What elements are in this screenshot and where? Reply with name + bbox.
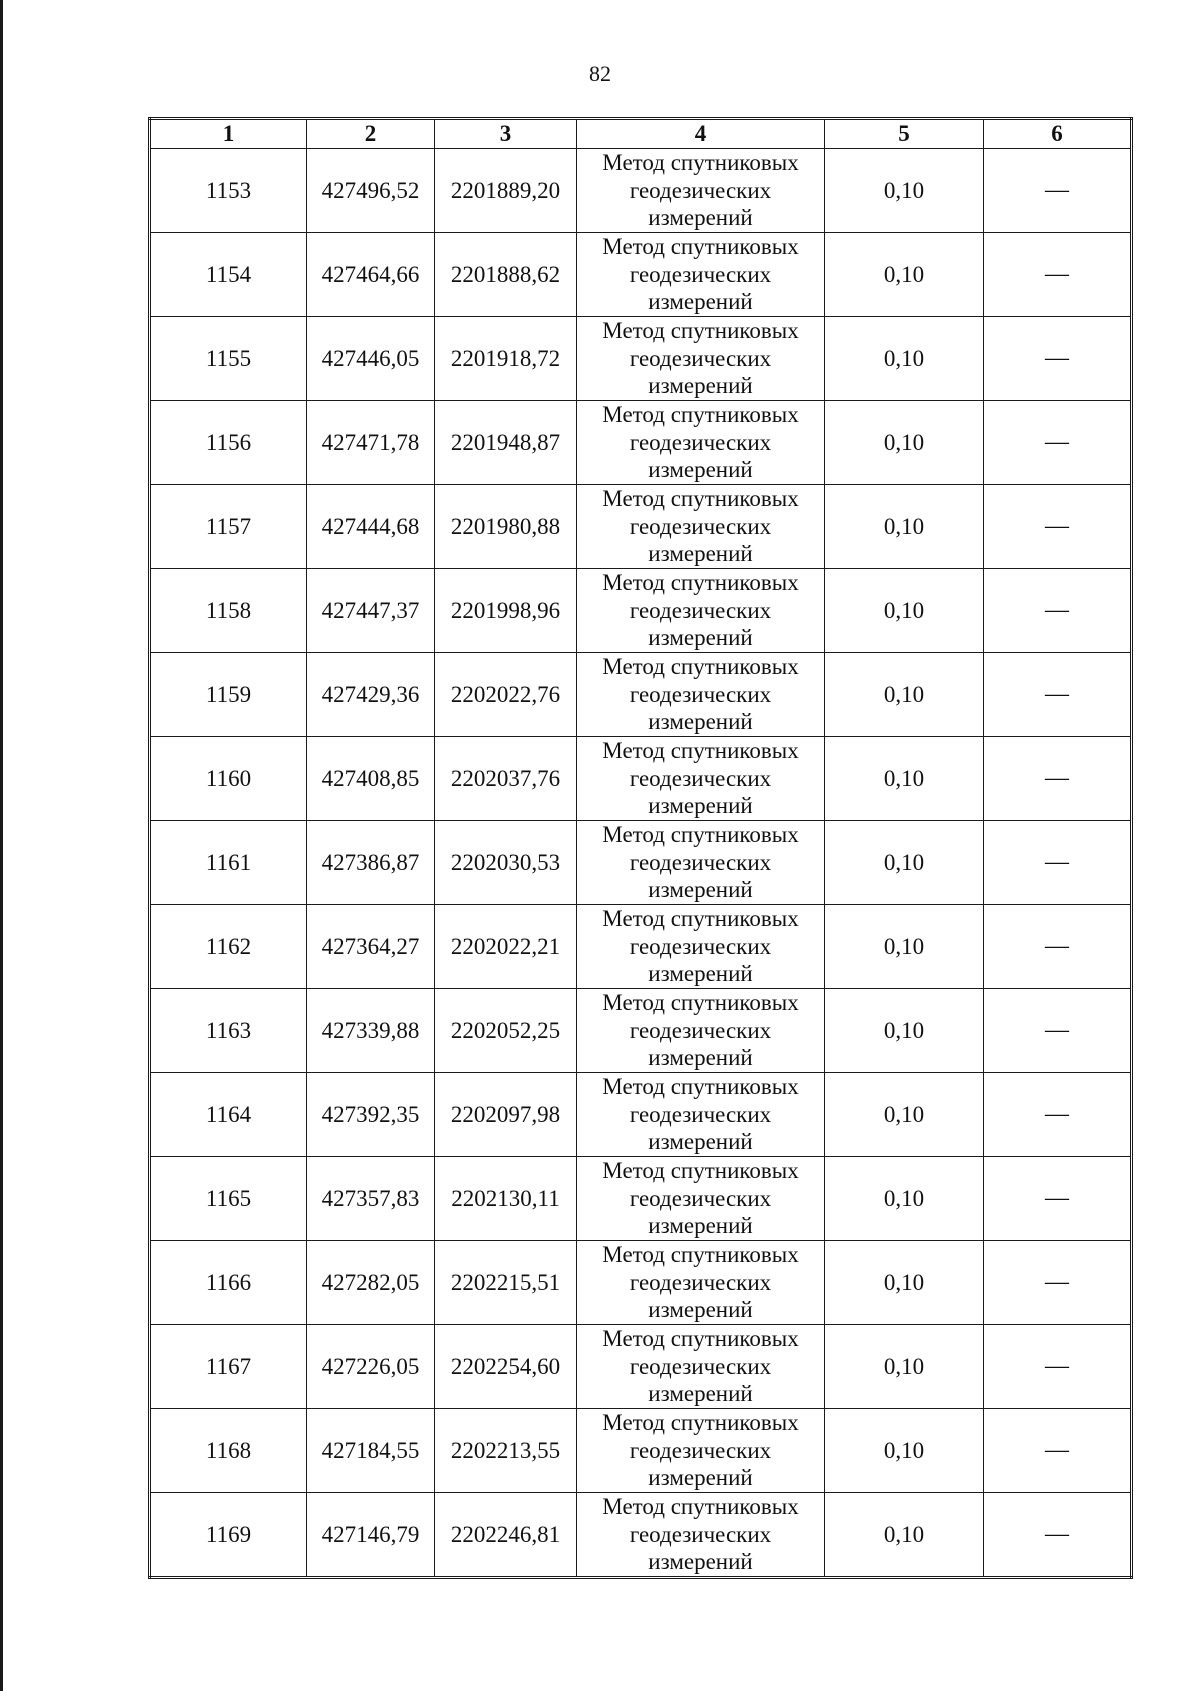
y-coordinate-cell: 2202030,53 (435, 821, 577, 905)
table-row (150, 653, 1132, 737)
method-line: измерений (648, 373, 753, 399)
method-line: геодезических (629, 1185, 772, 1211)
accuracy-cell: 0,10 (825, 317, 984, 401)
point-number-cell: 1166 (150, 1241, 307, 1325)
x-coordinate-cell: 427429,36 (307, 653, 435, 737)
method-line: геодезических (629, 513, 772, 539)
note-cell: — (984, 485, 1132, 569)
point-number-cell: 1168 (150, 1409, 307, 1493)
point-number-cell: 1154 (150, 233, 307, 317)
point-number-cell: 1159 (150, 653, 307, 737)
y-coordinate-cell: 2201980,88 (435, 485, 577, 569)
table-row (150, 1325, 1132, 1409)
y-coordinate-cell: 2202246,81 (435, 1493, 577, 1578)
note-cell: — (984, 821, 1132, 905)
method-line: измерений (648, 961, 753, 987)
method-line: измерений (648, 457, 753, 483)
method-line: Метод спутниковых (602, 906, 799, 932)
accuracy-cell: 0,10 (825, 1241, 984, 1325)
method-line: Метод спутниковых (602, 318, 799, 344)
x-coordinate-cell: 427226,05 (307, 1325, 435, 1409)
note-cell: — (984, 569, 1132, 653)
method-cell (577, 1073, 825, 1157)
table-row (150, 1241, 1132, 1325)
note-cell: — (984, 233, 1132, 317)
x-coordinate-cell: 427364,27 (307, 905, 435, 989)
y-coordinate-cell: 2202022,21 (435, 905, 577, 989)
header-col-1: 1 (150, 119, 307, 149)
method-line: геодезических (629, 933, 772, 959)
note-cell: — (984, 317, 1132, 401)
coordinates-table (148, 117, 1133, 1579)
point-number-cell: 1161 (150, 821, 307, 905)
method-line: измерений (648, 625, 753, 651)
header-col-3: 3 (435, 119, 577, 149)
method-line: Метод спутниковых (602, 486, 799, 512)
method-line: геодезических (629, 849, 772, 875)
table-row (150, 1493, 1132, 1578)
y-coordinate-cell: 2202215,51 (435, 1241, 577, 1325)
method-line: геодезических (629, 177, 772, 203)
accuracy-cell: 0,10 (825, 1073, 984, 1157)
table-row (150, 1073, 1132, 1157)
point-number-cell: 1162 (150, 905, 307, 989)
note-cell: — (984, 737, 1132, 821)
note-cell: — (984, 401, 1132, 485)
method-line: измерений (648, 541, 753, 567)
accuracy-cell: 0,10 (825, 401, 984, 485)
table-header (150, 119, 1132, 149)
table-row (150, 1157, 1132, 1241)
note-cell: — (984, 1325, 1132, 1409)
y-coordinate-cell: 2202130,11 (435, 1157, 577, 1241)
method-cell (577, 1409, 825, 1493)
method-cell (577, 1241, 825, 1325)
accuracy-cell: 0,10 (825, 569, 984, 653)
table-body (150, 149, 1132, 1578)
note-cell: — (984, 1409, 1132, 1493)
point-number-cell: 1163 (150, 989, 307, 1073)
method-line: геодезических (629, 1017, 772, 1043)
method-line: геодезических (629, 681, 772, 707)
x-coordinate-cell: 427464,66 (307, 233, 435, 317)
method-line: Метод спутниковых (602, 150, 799, 176)
y-coordinate-cell: 2202052,25 (435, 989, 577, 1073)
x-coordinate-cell: 427146,79 (307, 1493, 435, 1578)
method-cell (577, 905, 825, 989)
point-number-cell: 1155 (150, 317, 307, 401)
note-cell: — (984, 989, 1132, 1073)
note-cell: — (984, 1493, 1132, 1578)
method-line: Метод спутниковых (602, 234, 799, 260)
point-number-cell: 1169 (150, 1493, 307, 1578)
x-coordinate-cell: 427444,68 (307, 485, 435, 569)
method-line: измерений (648, 1297, 753, 1323)
accuracy-cell: 0,10 (825, 905, 984, 989)
x-coordinate-cell: 427447,37 (307, 569, 435, 653)
method-line: Метод спутниковых (602, 570, 799, 596)
accuracy-cell: 0,10 (825, 1157, 984, 1241)
method-line: измерений (648, 877, 753, 903)
method-line: измерений (648, 793, 753, 819)
note-cell: — (984, 653, 1132, 737)
method-line: Метод спутниковых (602, 1158, 799, 1184)
x-coordinate-cell: 427496,52 (307, 149, 435, 233)
point-number-cell: 1157 (150, 485, 307, 569)
method-line: измерений (648, 205, 753, 231)
accuracy-cell: 0,10 (825, 485, 984, 569)
note-cell: — (984, 1241, 1132, 1325)
table-row (150, 821, 1132, 905)
table-row (150, 317, 1132, 401)
x-coordinate-cell: 427446,05 (307, 317, 435, 401)
method-cell (577, 821, 825, 905)
table-row (150, 233, 1132, 317)
method-line: измерений (648, 1129, 753, 1155)
point-number-cell: 1158 (150, 569, 307, 653)
method-line: геодезических (629, 429, 772, 455)
method-line: Метод спутниковых (602, 654, 799, 680)
method-line: Метод спутниковых (602, 990, 799, 1016)
y-coordinate-cell: 2202097,98 (435, 1073, 577, 1157)
method-cell (577, 653, 825, 737)
method-line: измерений (648, 709, 753, 735)
x-coordinate-cell: 427339,88 (307, 989, 435, 1073)
table-row (150, 737, 1132, 821)
method-cell (577, 233, 825, 317)
header-col-4: 4 (577, 119, 825, 149)
y-coordinate-cell: 2201889,20 (435, 149, 577, 233)
table-row (150, 401, 1132, 485)
table-row (150, 1409, 1132, 1493)
method-line: геодезических (629, 1101, 772, 1127)
header-col-2: 2 (307, 119, 435, 149)
point-number-cell: 1153 (150, 149, 307, 233)
accuracy-cell: 0,10 (825, 1325, 984, 1409)
method-line: геодезических (629, 345, 772, 371)
x-coordinate-cell: 427386,87 (307, 821, 435, 905)
point-number-cell: 1165 (150, 1157, 307, 1241)
method-line: измерений (648, 1381, 753, 1407)
point-number-cell: 1160 (150, 737, 307, 821)
method-line: Метод спутниковых (602, 1494, 799, 1520)
method-cell (577, 1157, 825, 1241)
note-cell: — (984, 1073, 1132, 1157)
accuracy-cell: 0,10 (825, 737, 984, 821)
method-cell (577, 569, 825, 653)
accuracy-cell: 0,10 (825, 149, 984, 233)
table-row (150, 485, 1132, 569)
x-coordinate-cell: 427357,83 (307, 1157, 435, 1241)
accuracy-cell: 0,10 (825, 1409, 984, 1493)
method-line: Метод спутниковых (602, 1326, 799, 1352)
header-row (150, 119, 1132, 149)
table-row (150, 149, 1132, 233)
method-line: геодезических (629, 1269, 772, 1295)
method-line: геодезических (629, 1521, 772, 1547)
method-line: геодезических (629, 597, 772, 623)
method-line: Метод спутниковых (602, 822, 799, 848)
accuracy-cell: 0,10 (825, 1493, 984, 1578)
point-number-cell: 1167 (150, 1325, 307, 1409)
method-line: измерений (648, 289, 753, 315)
y-coordinate-cell: 2201948,87 (435, 401, 577, 485)
point-number-cell: 1164 (150, 1073, 307, 1157)
method-line: геодезических (629, 261, 772, 287)
method-line: Метод спутниковых (602, 1242, 799, 1268)
method-cell (577, 401, 825, 485)
method-cell (577, 1325, 825, 1409)
y-coordinate-cell: 2202037,76 (435, 737, 577, 821)
accuracy-cell: 0,10 (825, 989, 984, 1073)
y-coordinate-cell: 2201888,62 (435, 233, 577, 317)
method-cell (577, 149, 825, 233)
header-col-6: 6 (984, 119, 1132, 149)
y-coordinate-cell: 2202022,76 (435, 653, 577, 737)
table-row (150, 905, 1132, 989)
header-col-5: 5 (825, 119, 984, 149)
y-coordinate-cell: 2201998,96 (435, 569, 577, 653)
method-line: измерений (648, 1045, 753, 1071)
accuracy-cell: 0,10 (825, 821, 984, 905)
y-coordinate-cell: 2201918,72 (435, 317, 577, 401)
method-line: измерений (648, 1465, 753, 1491)
method-cell (577, 485, 825, 569)
x-coordinate-cell: 427408,85 (307, 737, 435, 821)
method-line: Метод спутниковых (602, 738, 799, 764)
x-coordinate-cell: 427184,55 (307, 1409, 435, 1493)
method-cell (577, 1493, 825, 1578)
method-line: измерений (648, 1549, 753, 1575)
method-cell (577, 317, 825, 401)
method-line: Метод спутниковых (602, 402, 799, 428)
scan-edge (0, 0, 3, 1691)
method-line: измерений (648, 1213, 753, 1239)
x-coordinate-cell: 427282,05 (307, 1241, 435, 1325)
note-cell: — (984, 905, 1132, 989)
table-row (150, 569, 1132, 653)
method-line: геодезических (629, 765, 772, 791)
table-row (150, 989, 1132, 1073)
note-cell: — (984, 1157, 1132, 1241)
method-line: Метод спутниковых (602, 1410, 799, 1436)
coordinates-table-container (148, 117, 1130, 1579)
method-line: Метод спутниковых (602, 1074, 799, 1100)
accuracy-cell: 0,10 (825, 653, 984, 737)
method-line: геодезических (629, 1353, 772, 1379)
point-number-cell: 1156 (150, 401, 307, 485)
note-cell: — (984, 149, 1132, 233)
x-coordinate-cell: 427392,35 (307, 1073, 435, 1157)
x-coordinate-cell: 427471,78 (307, 401, 435, 485)
accuracy-cell: 0,10 (825, 233, 984, 317)
method-line: геодезических (629, 1437, 772, 1463)
method-cell (577, 989, 825, 1073)
y-coordinate-cell: 2202213,55 (435, 1409, 577, 1493)
page-number: 82 (589, 61, 611, 86)
y-coordinate-cell: 2202254,60 (435, 1325, 577, 1409)
method-cell (577, 737, 825, 821)
